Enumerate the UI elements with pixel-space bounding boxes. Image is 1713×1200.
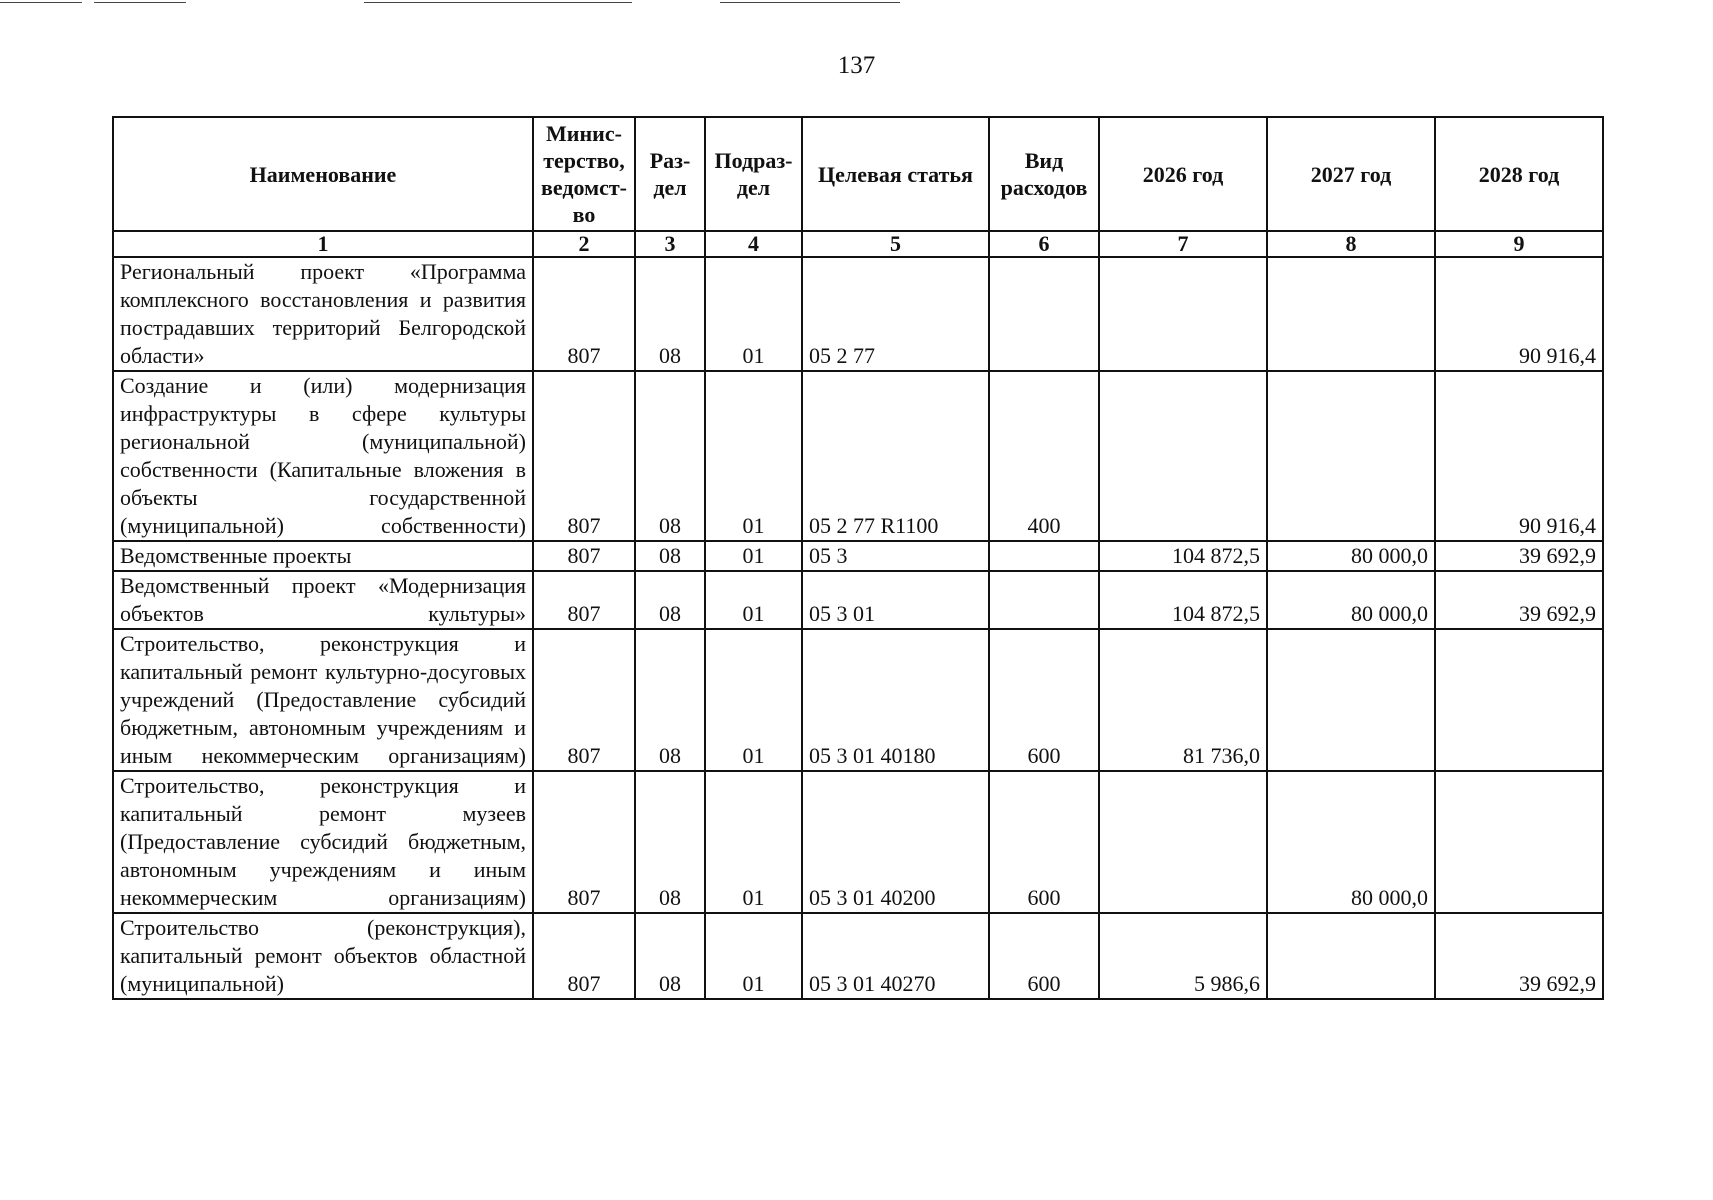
row-expense-type xyxy=(989,541,1099,571)
row-subsection: 01 xyxy=(705,629,802,771)
header-row xyxy=(113,117,1603,231)
row-2027: 80 000,0 xyxy=(1267,771,1435,913)
row-target: 05 2 77 R1100 xyxy=(802,371,989,541)
column-number: 6 xyxy=(989,231,1099,257)
table-row xyxy=(113,913,1603,999)
budget-table xyxy=(112,116,1604,1000)
table-row xyxy=(113,571,1603,629)
table-header xyxy=(113,117,1603,257)
row-2027 xyxy=(1267,371,1435,541)
column-number: 1 xyxy=(113,231,533,257)
column-number-row xyxy=(113,231,1603,257)
row-section: 08 xyxy=(635,629,705,771)
row-target: 05 3 01 40180 xyxy=(802,629,989,771)
row-ministry: 807 xyxy=(533,371,635,541)
row-section: 08 xyxy=(635,371,705,541)
row-name: Строительство, реконструкция и капитальный ремонт культурно-досуговых учреждений (Предоставление субсидий бюджетным, автономным учреждениям и иным некоммерческим организациям) xyxy=(113,629,533,771)
row-section: 08 xyxy=(635,571,705,629)
row-2026: 5 986,6 xyxy=(1099,913,1267,999)
row-ministry: 807 xyxy=(533,771,635,913)
row-ministry: 807 xyxy=(533,541,635,571)
row-2027 xyxy=(1267,629,1435,771)
column-number: 2 xyxy=(533,231,635,257)
row-2028: 39 692,9 xyxy=(1435,913,1603,999)
row-2026 xyxy=(1099,371,1267,541)
row-subsection: 01 xyxy=(705,571,802,629)
header-expense-type: Вид расходов xyxy=(989,117,1099,231)
row-expense-type: 400 xyxy=(989,371,1099,541)
table-row xyxy=(113,541,1603,571)
row-name: Ведомственный проект «Модернизация объектов культуры» xyxy=(113,571,533,629)
table-row xyxy=(113,771,1603,913)
row-2028 xyxy=(1435,771,1603,913)
row-subsection: 01 xyxy=(705,257,802,371)
header-2028: 2028 год xyxy=(1435,117,1603,231)
row-subsection: 01 xyxy=(705,371,802,541)
row-section: 08 xyxy=(635,257,705,371)
row-ministry: 807 xyxy=(533,257,635,371)
row-section: 08 xyxy=(635,913,705,999)
row-target: 05 3 01 xyxy=(802,571,989,629)
row-2028: 39 692,9 xyxy=(1435,571,1603,629)
row-2026: 81 736,0 xyxy=(1099,629,1267,771)
column-number: 4 xyxy=(705,231,802,257)
header-section: Раз-дел xyxy=(635,117,705,231)
column-number: 8 xyxy=(1267,231,1435,257)
row-name: Создание и (или) модернизация инфраструктуры в сфере культуры региональной (муниципальной) собственности (Капитальные вложения в объекты государственной (муниципальной) собственности) xyxy=(113,371,533,541)
row-name: Строительство, реконструкция и капитальный ремонт музеев (Предоставление субсидий бюджетным, автономным учреждениям и иным некоммерческим организациям) xyxy=(113,771,533,913)
column-number: 9 xyxy=(1435,231,1603,257)
row-2027: 80 000,0 xyxy=(1267,571,1435,629)
scan-artifact xyxy=(94,2,186,3)
row-subsection: 01 xyxy=(705,541,802,571)
row-expense-type: 600 xyxy=(989,629,1099,771)
row-2026 xyxy=(1099,257,1267,371)
column-number: 7 xyxy=(1099,231,1267,257)
row-target: 05 3 01 40200 xyxy=(802,771,989,913)
row-section: 08 xyxy=(635,541,705,571)
row-expense-type: 600 xyxy=(989,913,1099,999)
header-2026: 2026 год xyxy=(1099,117,1267,231)
row-ministry: 807 xyxy=(533,913,635,999)
header-subsection: Подраз-дел xyxy=(705,117,802,231)
row-subsection: 01 xyxy=(705,771,802,913)
row-section: 08 xyxy=(635,771,705,913)
row-2026: 104 872,5 xyxy=(1099,571,1267,629)
scan-artifact xyxy=(0,2,82,3)
row-expense-type xyxy=(989,257,1099,371)
header-ministry: Минис-терство, ведомст-во xyxy=(533,117,635,231)
row-expense-type xyxy=(989,571,1099,629)
row-ministry: 807 xyxy=(533,571,635,629)
scan-artifact xyxy=(364,2,632,3)
row-2027 xyxy=(1267,257,1435,371)
table-row xyxy=(113,371,1603,541)
row-2027: 80 000,0 xyxy=(1267,541,1435,571)
table-row xyxy=(113,257,1603,371)
header-name: Наименование xyxy=(113,117,533,231)
row-target: 05 2 77 xyxy=(802,257,989,371)
table-row xyxy=(113,629,1603,771)
row-name: Региональный проект «Программа комплексного восстановления и развития пострадавших территорий Белгородской области» xyxy=(113,257,533,371)
row-name: Ведомственные проекты xyxy=(113,541,533,571)
row-2026 xyxy=(1099,771,1267,913)
header-2027: 2027 год xyxy=(1267,117,1435,231)
scan-artifact xyxy=(720,2,900,3)
row-2028 xyxy=(1435,629,1603,771)
row-subsection: 01 xyxy=(705,913,802,999)
row-2028: 90 916,4 xyxy=(1435,371,1603,541)
row-name: Строительство (реконструкция), капитальный ремонт объектов областной (муниципальной) xyxy=(113,913,533,999)
page-number: 137 xyxy=(837,52,876,79)
row-target: 05 3 01 40270 xyxy=(802,913,989,999)
row-2028: 39 692,9 xyxy=(1435,541,1603,571)
header-target: Целевая статья xyxy=(802,117,989,231)
row-expense-type: 600 xyxy=(989,771,1099,913)
column-number: 3 xyxy=(635,231,705,257)
row-ministry: 807 xyxy=(533,629,635,771)
column-number: 5 xyxy=(802,231,989,257)
row-target: 05 3 xyxy=(802,541,989,571)
row-2027 xyxy=(1267,913,1435,999)
row-2026: 104 872,5 xyxy=(1099,541,1267,571)
row-2028: 90 916,4 xyxy=(1435,257,1603,371)
table-body xyxy=(113,257,1603,999)
